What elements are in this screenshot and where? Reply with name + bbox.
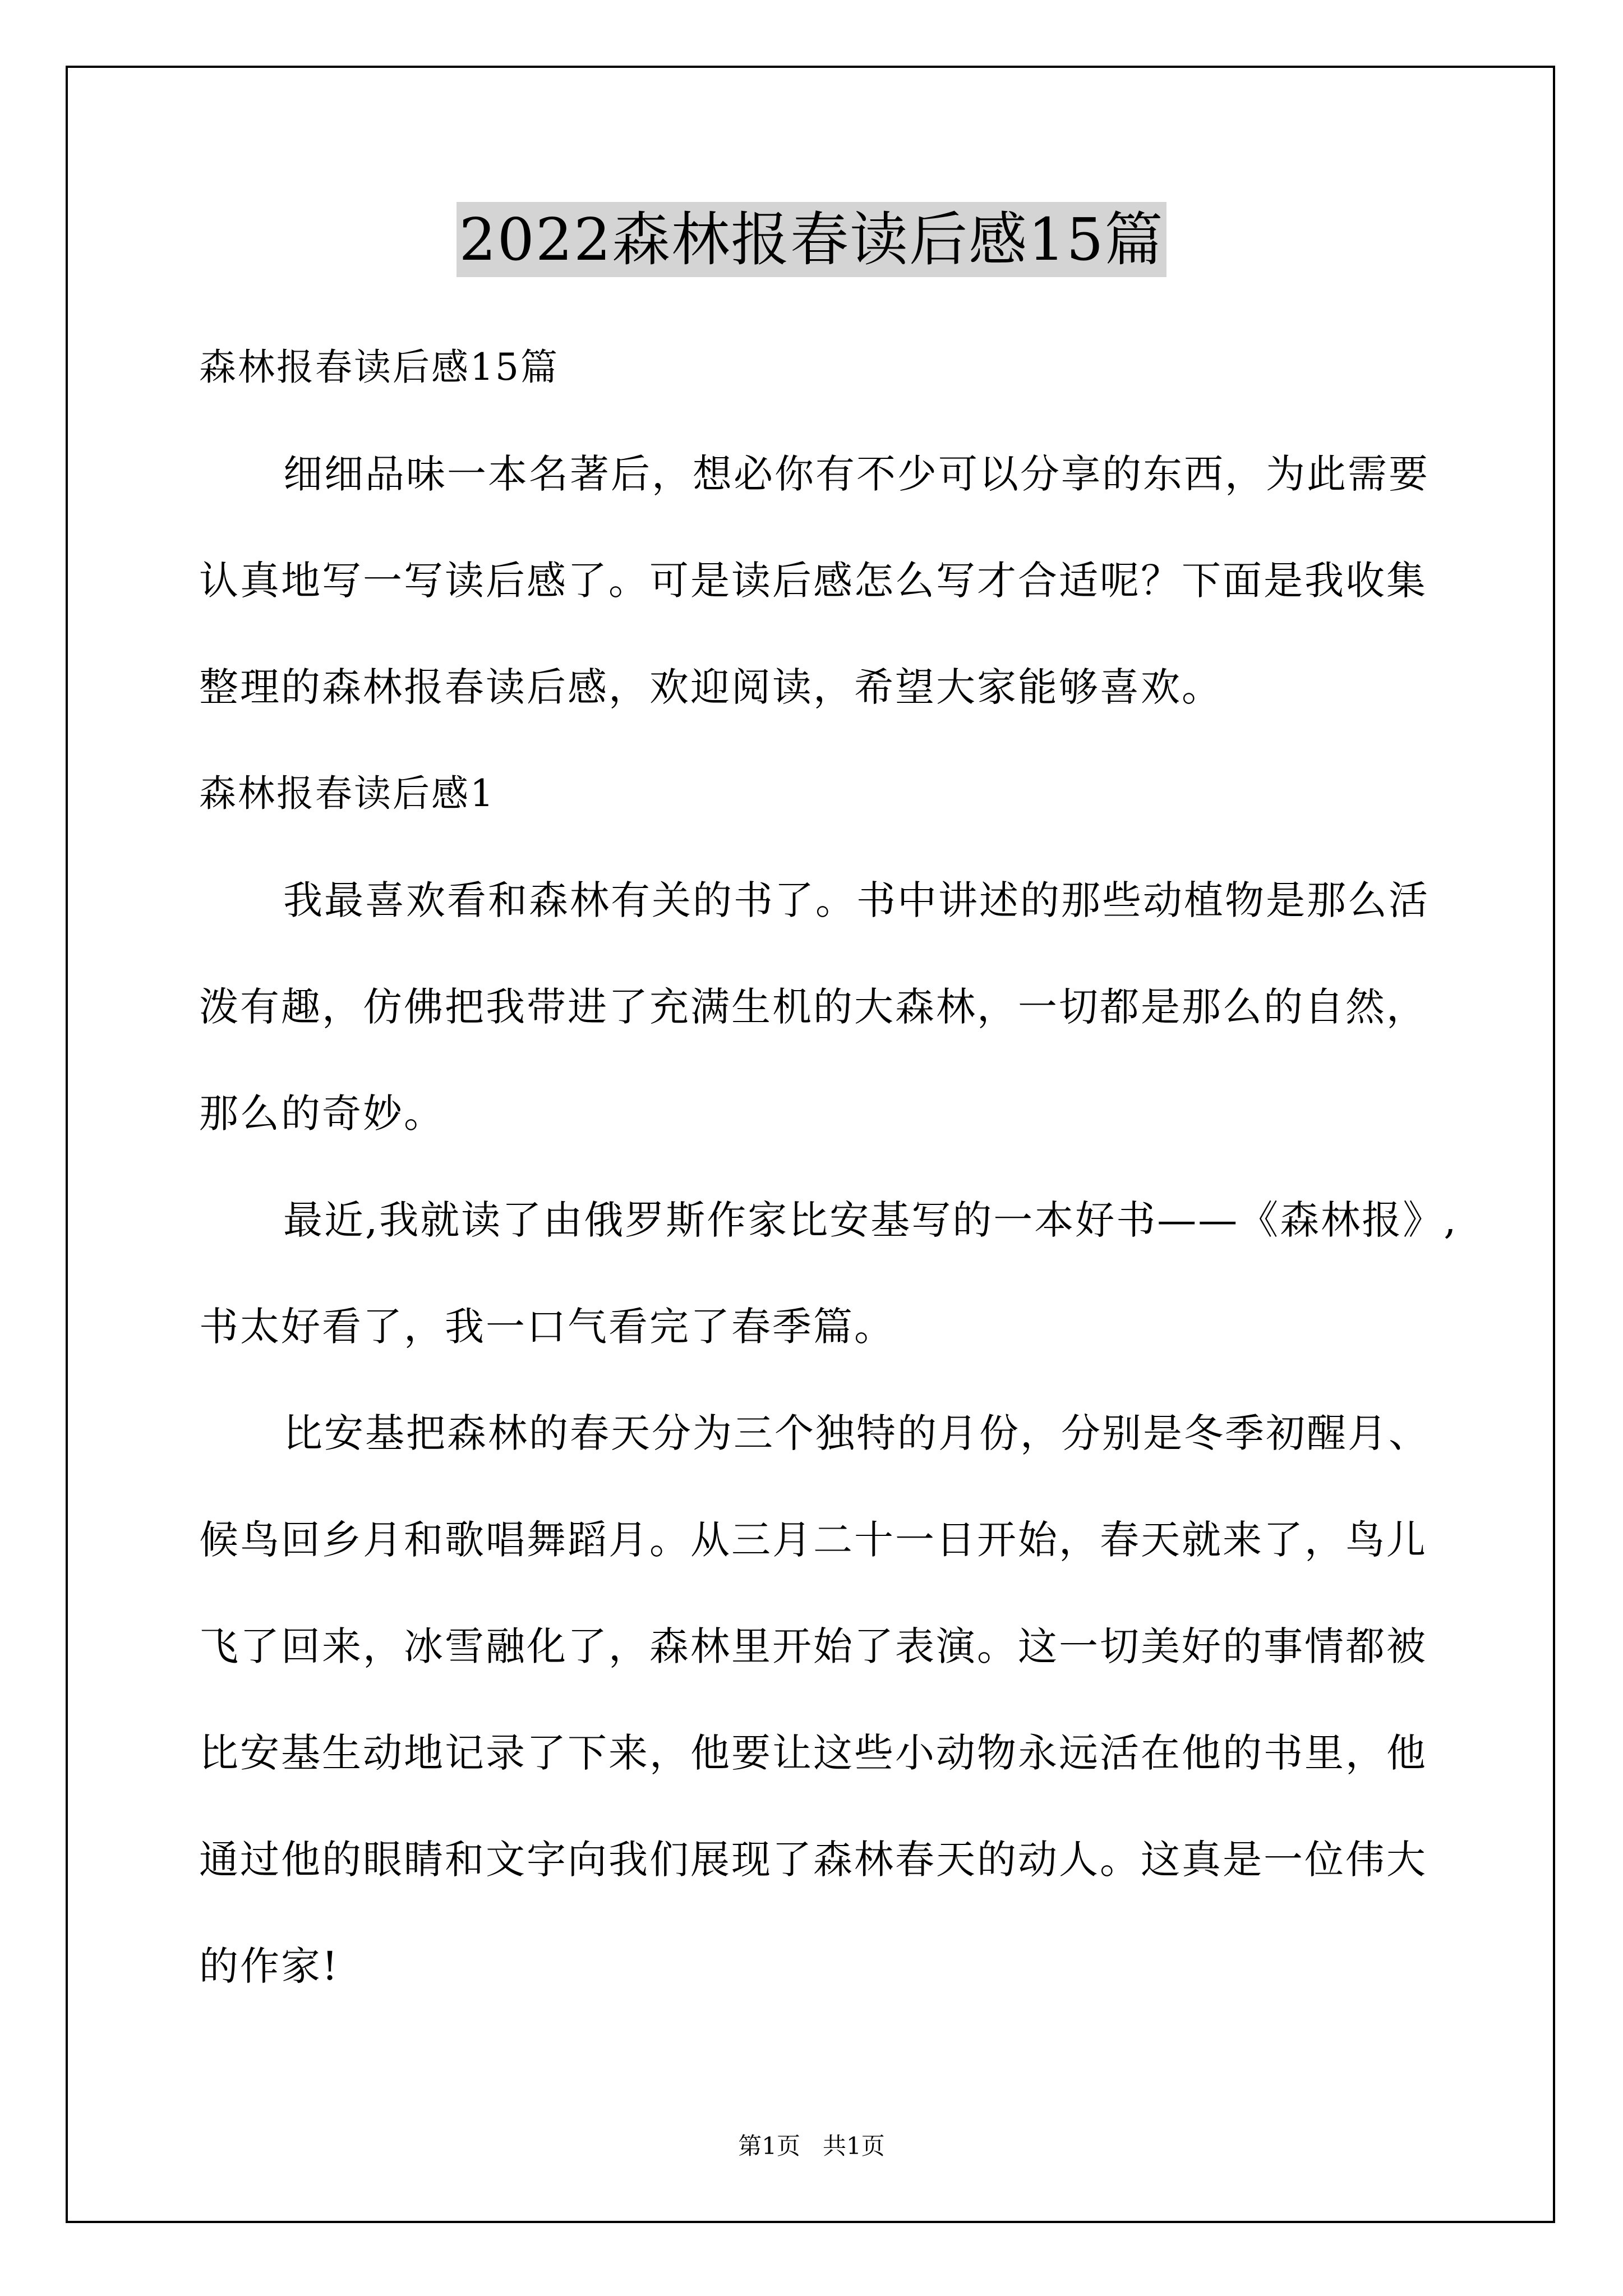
paragraph-line: 我最喜欢看和森林有关的书了。书中讲述的那些动植物是那么活 [283, 877, 1430, 923]
paragraph-line: 泼有趣，仿佛把我带进了充满生机的大森林，一切都是那么的自然， [199, 984, 1427, 1030]
paragraph-line: 通过他的眼睛和文字向我们展现了森林春天的动人。这真是一位伟大 [199, 1837, 1427, 1883]
paragraph-line: 认真地写一写读后感了。可是读后感怎么写才合适呢？下面是我收集 [199, 558, 1427, 604]
paragraph-line: 书太好看了，我一口气看完了春季篇。 [199, 1304, 895, 1350]
paragraph-line: 候鸟回乡月和歌唱舞蹈月。从三月二十一日开始，春天就来了，鸟儿 [199, 1517, 1427, 1563]
section-heading: 森林报春读后感1 [199, 772, 495, 815]
paragraph-line: 比安基生动地记录了下来，他要让这些小动物永远活在他的书里，他 [199, 1730, 1427, 1776]
subheading: 森林报春读后感15篇 [199, 346, 559, 389]
paragraph-line: 最近,我就读了由俄罗斯作家比安基写的一本好书——《森林报》, [283, 1197, 1458, 1243]
paragraph-line: 整理的森林报春读后感，欢迎阅读，希望大家能够喜欢。 [199, 664, 1223, 710]
document-body [199, 314, 1467, 2019]
paragraph-line: 比安基把森林的春天分为三个独特的月份，分别是冬季初醒月、 [283, 1410, 1430, 1456]
paragraph-line: 细细品味一本名著后，想必你有不少可以分享的东西，为此需要 [283, 451, 1430, 497]
paragraph-line: 那么的奇妙。 [199, 1091, 445, 1137]
page-footer: 第1页 共1页 [738, 2132, 885, 2160]
document-title: 2022森林报春读后感15篇 [457, 202, 1166, 277]
paragraph-line: 飞了回来，冰雪融化了，森林里开始了表演。这一切美好的事情都被 [199, 1623, 1427, 1669]
title-container [0, 202, 1623, 277]
paragraph-line: 的作家! [199, 1943, 340, 1989]
